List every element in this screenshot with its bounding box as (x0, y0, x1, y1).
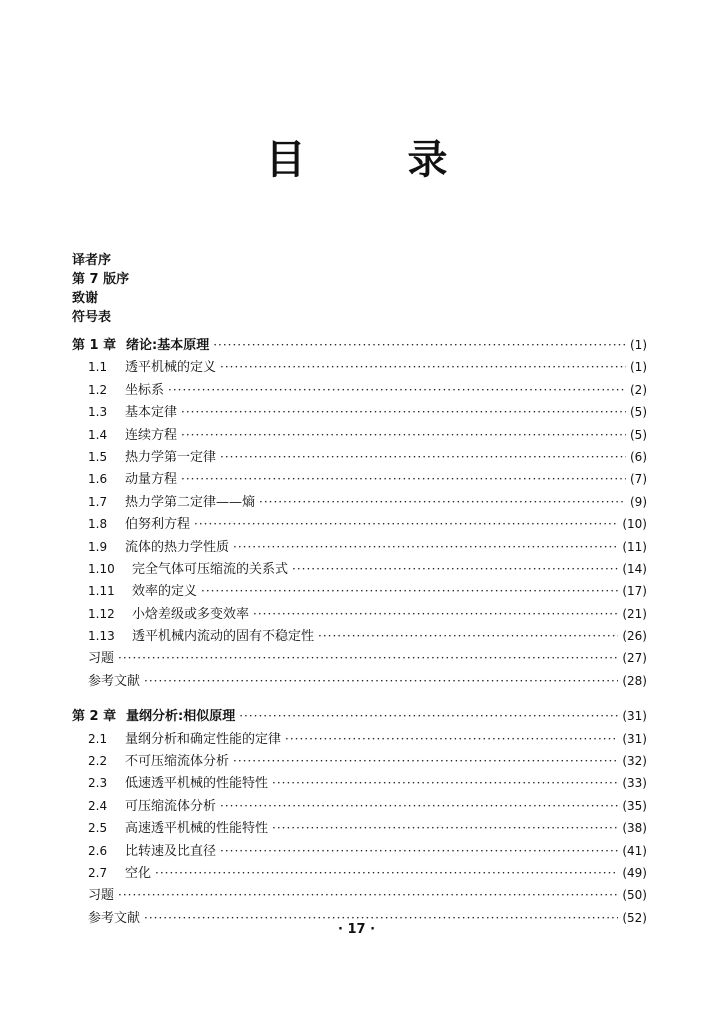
page-reference: (35) (622, 798, 647, 813)
section-title: 坐标系 (125, 382, 165, 398)
section-entry[interactable] (72, 536, 647, 558)
page-reference: (50) (622, 888, 647, 903)
dot-leader (168, 379, 626, 401)
dot-leader (194, 513, 618, 535)
section-title: 量纲分析和确定性能的定律 (125, 731, 282, 747)
page-reference: (33) (622, 776, 647, 791)
section-entry[interactable] (72, 795, 647, 817)
dot-leader (155, 862, 618, 884)
section-number: 1.11 (88, 584, 115, 599)
section-number: 1.8 (88, 517, 108, 532)
dot-leader (292, 558, 618, 580)
chapter-number: 第 2 章 (72, 709, 117, 725)
page-reference: (27) (622, 651, 647, 666)
section-entry[interactable] (72, 625, 647, 647)
dot-leader (233, 536, 618, 558)
chapter-number: 第 1 章 (72, 338, 117, 353)
chapter-entry[interactable] (72, 705, 647, 727)
section-title: 习题 (88, 651, 115, 667)
page-reference: (10) (622, 517, 647, 532)
chapter-entry[interactable] (72, 334, 647, 356)
section-number: 2.2 (88, 754, 108, 769)
page-reference: (26) (622, 629, 647, 644)
dot-leader (144, 670, 618, 692)
section-title: 透平机械内流动的固有不稳定性 (132, 629, 315, 645)
section-title: 连续方程 (125, 427, 178, 443)
section-title: 空化 (125, 865, 152, 881)
section-entry[interactable] (72, 513, 647, 535)
page-reference: (38) (622, 821, 647, 836)
section-number: 2.5 (88, 821, 108, 836)
page-reference: (41) (622, 843, 647, 858)
page-reference: (32) (622, 754, 647, 769)
page-reference: (14) (622, 561, 647, 576)
page-reference: (5) (630, 405, 647, 420)
page-reference: (21) (622, 606, 647, 621)
section-title: 可压缩流体分析 (125, 798, 217, 814)
front-matter-item[interactable]: 第 7 版序 (72, 272, 130, 287)
dot-leader (272, 817, 618, 839)
section-number: 1.10 (88, 561, 115, 576)
chapter-block (72, 705, 647, 929)
dot-leader (272, 772, 618, 794)
dot-leader (201, 580, 618, 602)
section-title: 热力学第一定律 (125, 449, 217, 465)
section-entry[interactable] (72, 817, 647, 839)
section-number: 2.6 (88, 843, 108, 858)
section-entry[interactable] (72, 401, 647, 423)
page-reference: (49) (622, 865, 647, 880)
section-title: 基本定律 (125, 405, 178, 421)
section-entry[interactable] (72, 670, 647, 692)
section-title: 热力学第二定律——熵 (125, 494, 256, 510)
page-reference: (28) (622, 673, 647, 688)
section-entry[interactable] (72, 603, 647, 625)
dot-leader (213, 334, 626, 356)
dot-leader (118, 884, 618, 906)
chapter-title: 绪论:基本原理 (126, 338, 210, 353)
chapter-block (72, 334, 647, 692)
section-number: 1.3 (88, 405, 108, 420)
section-title: 流体的热力学性质 (125, 539, 230, 555)
page-reference: (7) (630, 472, 647, 487)
dot-leader (181, 401, 626, 423)
page-reference: (5) (630, 427, 647, 442)
section-number: 1.5 (88, 449, 108, 464)
dot-leader (220, 446, 626, 468)
page-reference: (11) (622, 539, 647, 554)
dot-leader (181, 424, 626, 446)
section-number: 2.1 (88, 731, 108, 746)
page-reference: (1) (630, 360, 647, 375)
dot-leader (285, 728, 618, 750)
section-number: 1.7 (88, 494, 108, 509)
page-reference: (31) (622, 709, 647, 724)
front-matter-item[interactable]: 译者序 (72, 253, 112, 268)
front-matter-item[interactable]: 符号表 (72, 310, 112, 325)
front-matter-item[interactable]: 致谢 (72, 291, 99, 306)
front-matter-list (72, 251, 129, 327)
dot-leader (220, 840, 618, 862)
section-entry[interactable] (72, 446, 647, 468)
section-number: 1.2 (88, 382, 108, 397)
page-reference: (2) (630, 382, 647, 397)
section-title: 低速透平机械的性能特性 (125, 776, 269, 792)
section-title: 透平机械的定义 (125, 360, 217, 376)
section-title: 比转速及比直径 (125, 843, 217, 859)
section-number: 1.9 (88, 539, 108, 554)
section-entry[interactable] (72, 379, 647, 401)
section-number: 1.1 (88, 360, 108, 375)
section-number: 2.4 (88, 798, 108, 813)
section-entry[interactable] (72, 491, 647, 513)
page-reference: (31) (622, 731, 647, 746)
page-reference: (52) (622, 910, 647, 925)
section-entry[interactable] (72, 750, 647, 772)
dot-leader (253, 603, 618, 625)
chapter-title: 量纲分析:相似原理 (126, 709, 236, 725)
section-title: 不可压缩流体分析 (125, 754, 230, 770)
section-title: 小焓差级或多变效率 (132, 606, 250, 622)
table-of-contents (72, 334, 647, 942)
section-title: 伯努利方程 (125, 517, 191, 533)
section-entry[interactable] (72, 558, 647, 580)
dot-leader (118, 647, 618, 669)
section-number: 1.12 (88, 606, 115, 621)
section-number: 1.6 (88, 472, 108, 487)
section-entry[interactable] (72, 884, 647, 906)
section-entry[interactable] (72, 728, 647, 750)
section-number: 1.4 (88, 427, 108, 442)
section-entry[interactable] (72, 862, 647, 884)
section-number: 2.3 (88, 776, 108, 791)
section-entry[interactable] (72, 580, 647, 602)
page-reference: (17) (622, 584, 647, 599)
section-title: 动量方程 (125, 472, 178, 488)
section-entry[interactable] (72, 356, 647, 378)
section-title: 效率的定义 (132, 584, 198, 600)
section-title: 习题 (88, 888, 115, 904)
section-entry[interactable] (72, 424, 647, 446)
dot-leader (239, 705, 618, 727)
dot-leader (220, 795, 618, 817)
section-title: 高速透平机械的性能特性 (125, 821, 269, 837)
dot-leader (318, 625, 618, 647)
dot-leader (233, 750, 618, 772)
page-number: · 17 · (337, 922, 376, 937)
section-entry[interactable] (72, 772, 647, 794)
dot-leader (259, 491, 626, 513)
page-reference: (6) (630, 449, 647, 464)
section-number: 1.13 (88, 629, 115, 644)
page-title: 目 录 (265, 137, 492, 183)
section-title: 参考文献 (88, 673, 141, 689)
section-entry[interactable] (72, 840, 647, 862)
section-entry[interactable] (72, 647, 647, 669)
section-title: 完全气体可压缩流的关系式 (132, 561, 289, 577)
page-reference: (9) (630, 494, 647, 509)
dot-leader (181, 468, 626, 490)
section-entry[interactable] (72, 468, 647, 490)
dot-leader (220, 356, 626, 378)
section-number: 2.7 (88, 865, 108, 880)
page-reference: (1) (630, 338, 647, 352)
section-title: 参考文献 (88, 910, 141, 926)
